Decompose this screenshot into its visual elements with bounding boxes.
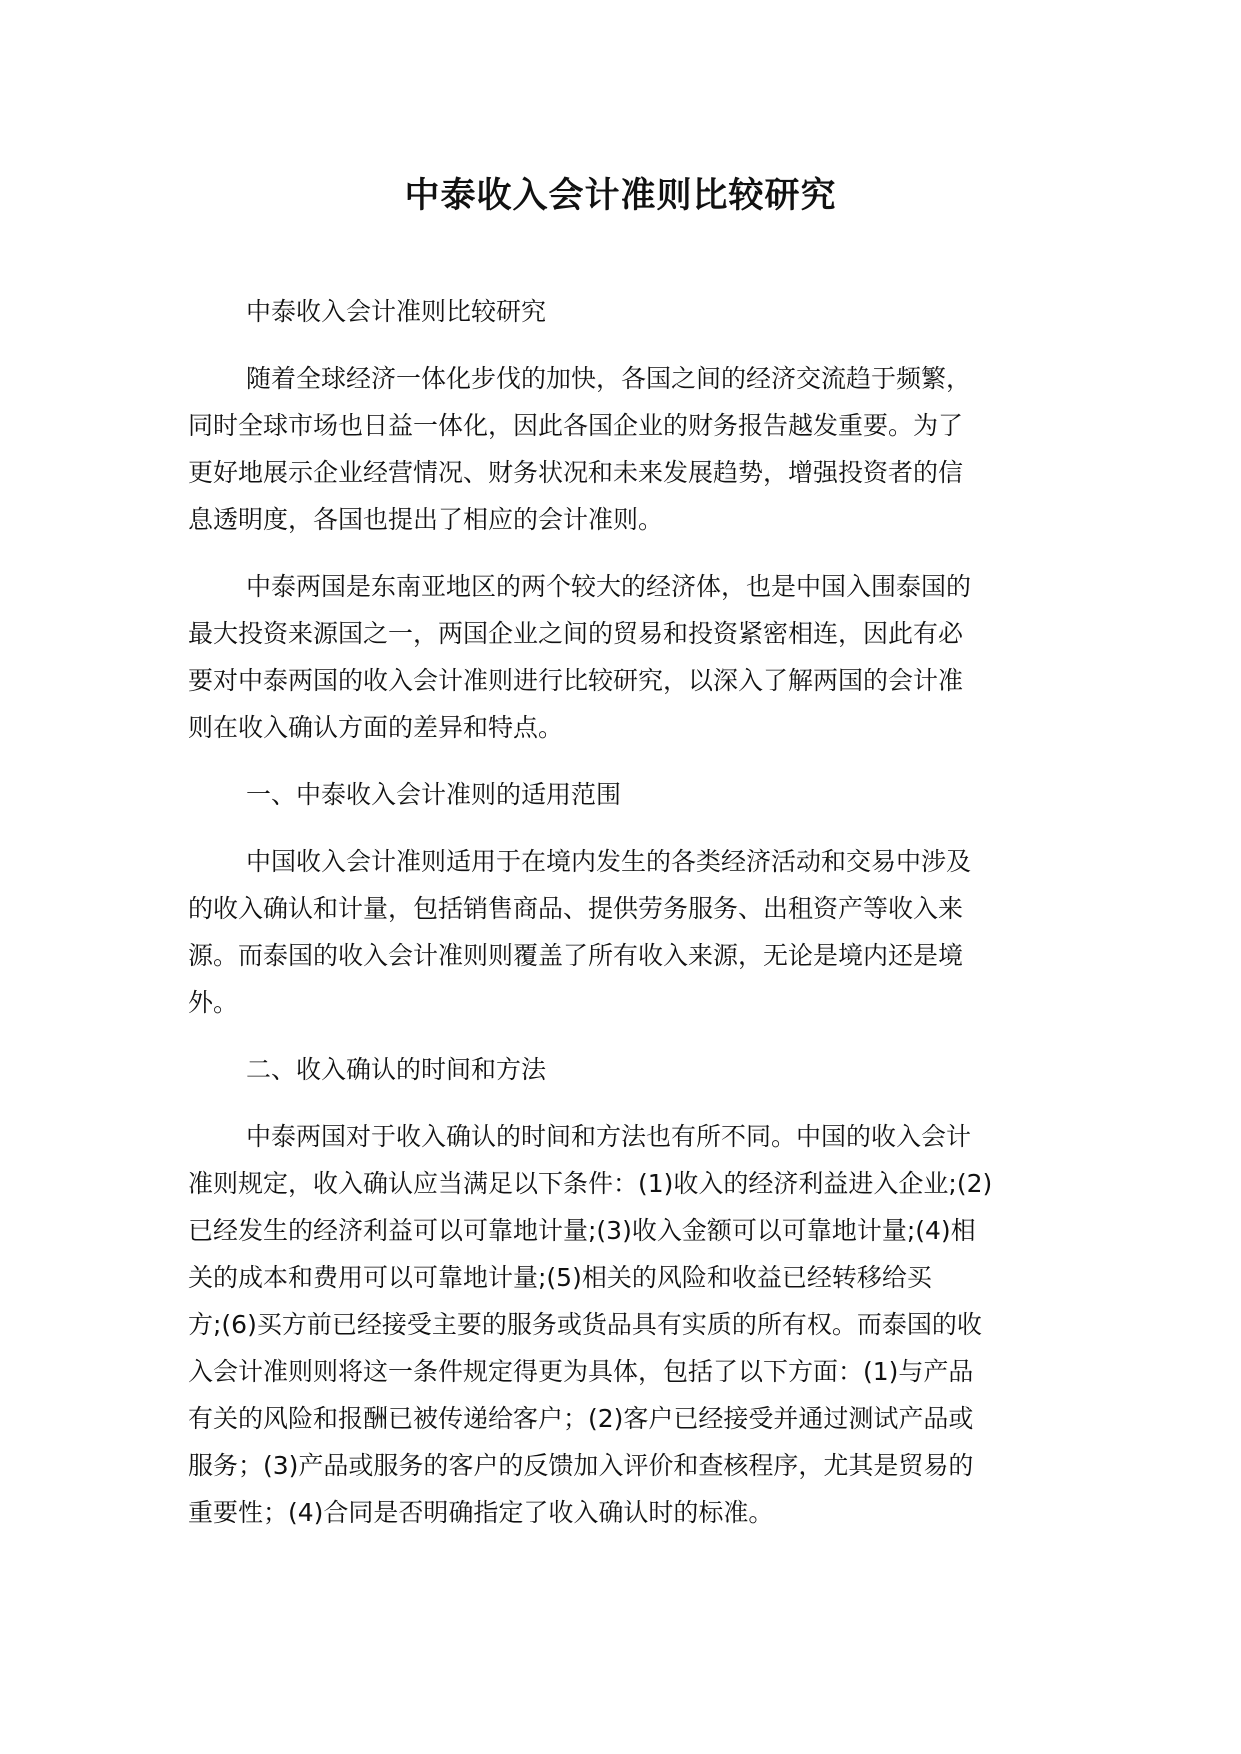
paragraph-line: 重要性；(4)合同是否明确指定了收入确认时的标准。 <box>188 1498 774 1527</box>
paragraph-p4 <box>188 771 1068 818</box>
paragraph-line: 外。 <box>188 988 239 1017</box>
paragraph-line: 同时全球市场也日益一体化，因此各国企业的财务报告越发重要。为了 <box>188 411 964 440</box>
paragraph-p2 <box>188 355 1068 543</box>
document-body <box>188 288 1068 1556</box>
paragraph-line: 的收入确认和计量，包括销售商品、提供劳务服务、出租资产等收入来 <box>188 894 964 923</box>
paragraph-line: 二、收入确认的时间和方法 <box>246 1055 547 1084</box>
paragraph-line: 有关的风险和报酬已被传递给客户；(2)客户已经接受并通过测试产品或 <box>188 1404 974 1433</box>
paragraph-p7 <box>188 1113 1068 1536</box>
paragraph-line: 已经发生的经济利益可以可靠地计量;(3)收入金额可以可靠地计量;(4)相 <box>188 1216 976 1245</box>
document-title: 中泰收入会计准则比较研究 <box>404 176 837 216</box>
paragraph-line: 服务；(3)产品或服务的客户的反馈加入评价和查核程序，尤其是贸易的 <box>188 1451 974 1480</box>
paragraph-line: 一、中泰收入会计准则的适用范围 <box>246 780 622 809</box>
paragraph-line: 则在收入确认方面的差异和特点。 <box>188 713 564 742</box>
paragraph-line: 源。而泰国的收入会计准则则覆盖了所有收入来源，无论是境内还是境 <box>188 941 964 970</box>
paragraph-line: 随着全球经济一体化步伐的加快，各国之间的经济交流趋于频繁， <box>246 364 972 393</box>
paragraph-line: 准则规定，收入确认应当满足以下条件：(1)收入的经济利益进入企业;(2) <box>188 1169 993 1198</box>
paragraph-line: 方;(6)买方前已经接受主要的服务或货品具有实质的所有权。而泰国的收 <box>188 1310 982 1339</box>
paragraph-p3 <box>188 563 1068 751</box>
paragraph-line: 入会计准则则将这一条件规定得更为具体，包括了以下方面：(1)与产品 <box>188 1357 974 1386</box>
paragraph-line: 中泰两国是东南亚地区的两个较大的经济体，也是中国入围泰国的 <box>246 572 972 601</box>
paragraph-p6 <box>188 1046 1068 1093</box>
paragraph-line: 更好地展示企业经营情况、财务状况和未来发展趋势，增强投资者的信 <box>188 458 964 487</box>
paragraph-line: 要对中泰两国的收入会计准则进行比较研究，以深入了解两国的会计准 <box>188 666 964 695</box>
paragraph-line: 最大投资来源国之一，两国企业之间的贸易和投资紧密相连，因此有必 <box>188 619 964 648</box>
paragraph-line: 中国收入会计准则适用于在境内发生的各类经济活动和交易中涉及 <box>246 847 972 876</box>
paragraph-line: 关的成本和费用可以可靠地计量;(5)相关的风险和收益已经转移给买 <box>188 1263 932 1292</box>
paragraph-p1 <box>188 288 1068 335</box>
paragraph-p5 <box>188 838 1068 1026</box>
paragraph-line: 中泰收入会计准则比较研究 <box>246 297 547 326</box>
paragraph-line: 息透明度，各国也提出了相应的会计准则。 <box>188 505 664 534</box>
paragraph-line: 中泰两国对于收入确认的时间和方法也有所不同。中国的收入会计 <box>246 1122 972 1151</box>
